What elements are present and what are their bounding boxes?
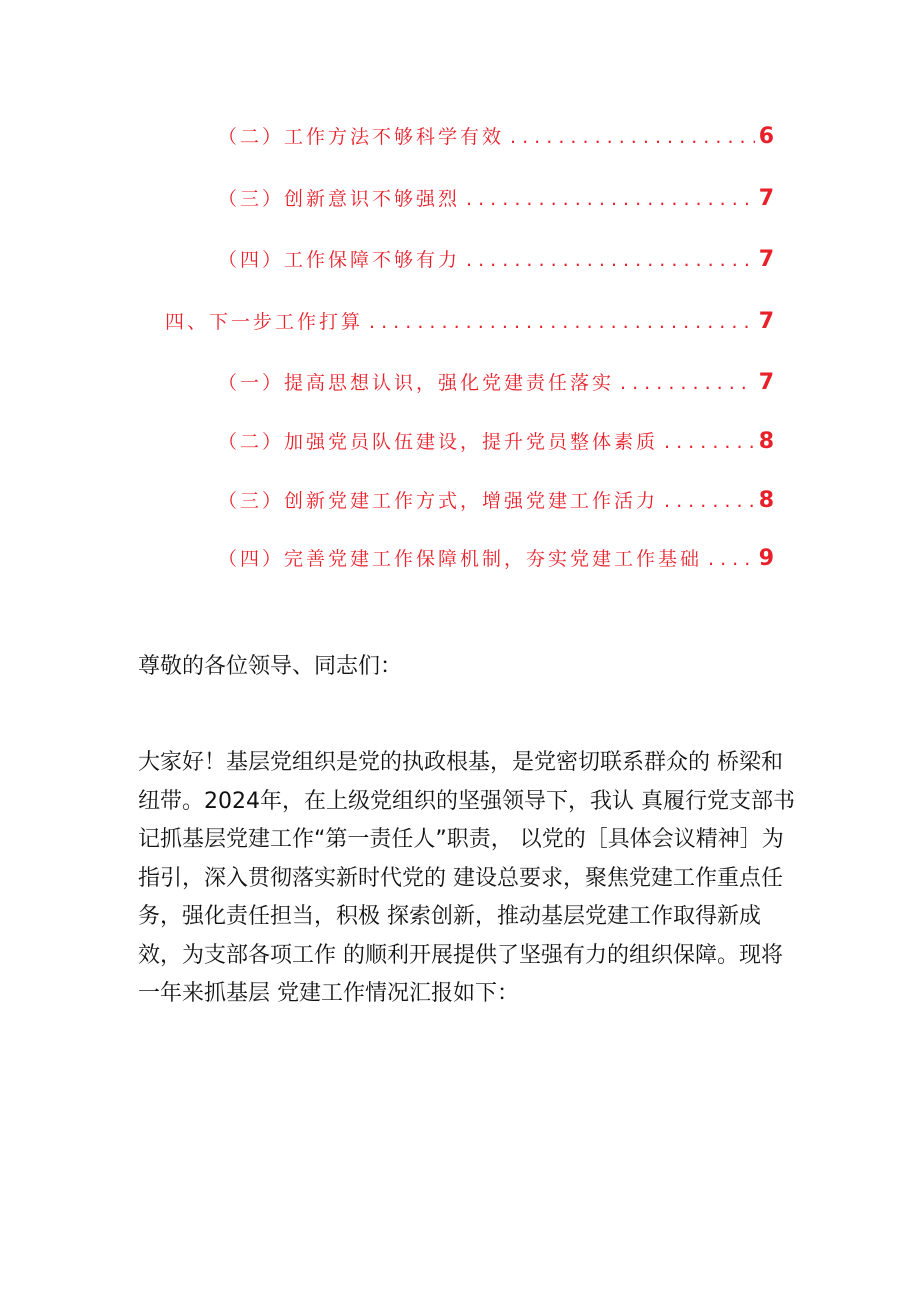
toc-entry-page: 7 [758,309,774,334]
toc-dot-leader [620,372,755,394]
toc-entry-page: 7 [758,186,774,211]
toc-entry-title: （三）创新党建工作方式，增强党建工作活力 [218,490,659,512]
toc-dot-leader [466,249,755,271]
toc-entry-page: 9 [758,546,774,571]
toc-entry-title: （四）完善党建工作保障机制，夯实党建工作基础 [218,548,703,570]
toc-entry[interactable] [218,486,774,513]
salutation: 尊敬的各位领导、同志们： [138,654,403,679]
toc-entry-page: 8 [758,429,774,454]
toc-entry[interactable] [218,427,774,454]
toc-entry-title: （二）工作方法不够科学有效 [218,126,505,148]
toc-entry-title: （三）创新意识不够强烈 [218,188,461,210]
toc-entry[interactable] [218,184,774,211]
toc-entry-page: 8 [758,488,774,513]
toc-dot-leader [664,490,755,512]
toc-entry-page: 7 [758,247,774,272]
opening-paragraph: 大家好！基层党组织是党的执政根基，是党密切联系群众的 桥梁和纽带。2024年，在上级党组织的坚强领导下，我认 真履行党支部书记抓基层党建工作“第一责任人”职责， 以党的［具体会议精神］为指引，深入贯彻落实新时代党的 建设总要求，聚焦党建工作重点任务，强化责任担当，积极 探索创新，推动基层党建工作取得新成效，为支部各项工作 的顺利开展提供了坚强有力的组织保障。现将一年来抓基层 党建工作情况汇报如下： [138,750,795,1006]
toc-dot-leader [708,548,755,570]
toc-dot-leader [466,188,755,210]
toc-dot-leader [369,311,755,333]
toc-entry-page: 7 [758,370,774,395]
toc-dot-leader [510,126,755,148]
toc-dot-leader [664,431,755,453]
toc-entry-title: 四、下一步工作打算 [165,311,364,333]
toc-entry-title: （一）提高思想认识，强化党建责任落实 [218,372,615,394]
toc-entry[interactable] [218,122,774,149]
toc-entry-page: 6 [758,124,774,149]
toc-entry[interactable] [165,307,774,334]
toc-entry-title: （二）加强党员队伍建设，提升党员整体素质 [218,431,659,453]
toc-entry[interactable] [218,544,774,571]
toc-entry[interactable] [218,245,774,272]
toc-entry-title: （四）工作保障不够有力 [218,249,461,271]
toc-entry[interactable] [218,368,774,395]
